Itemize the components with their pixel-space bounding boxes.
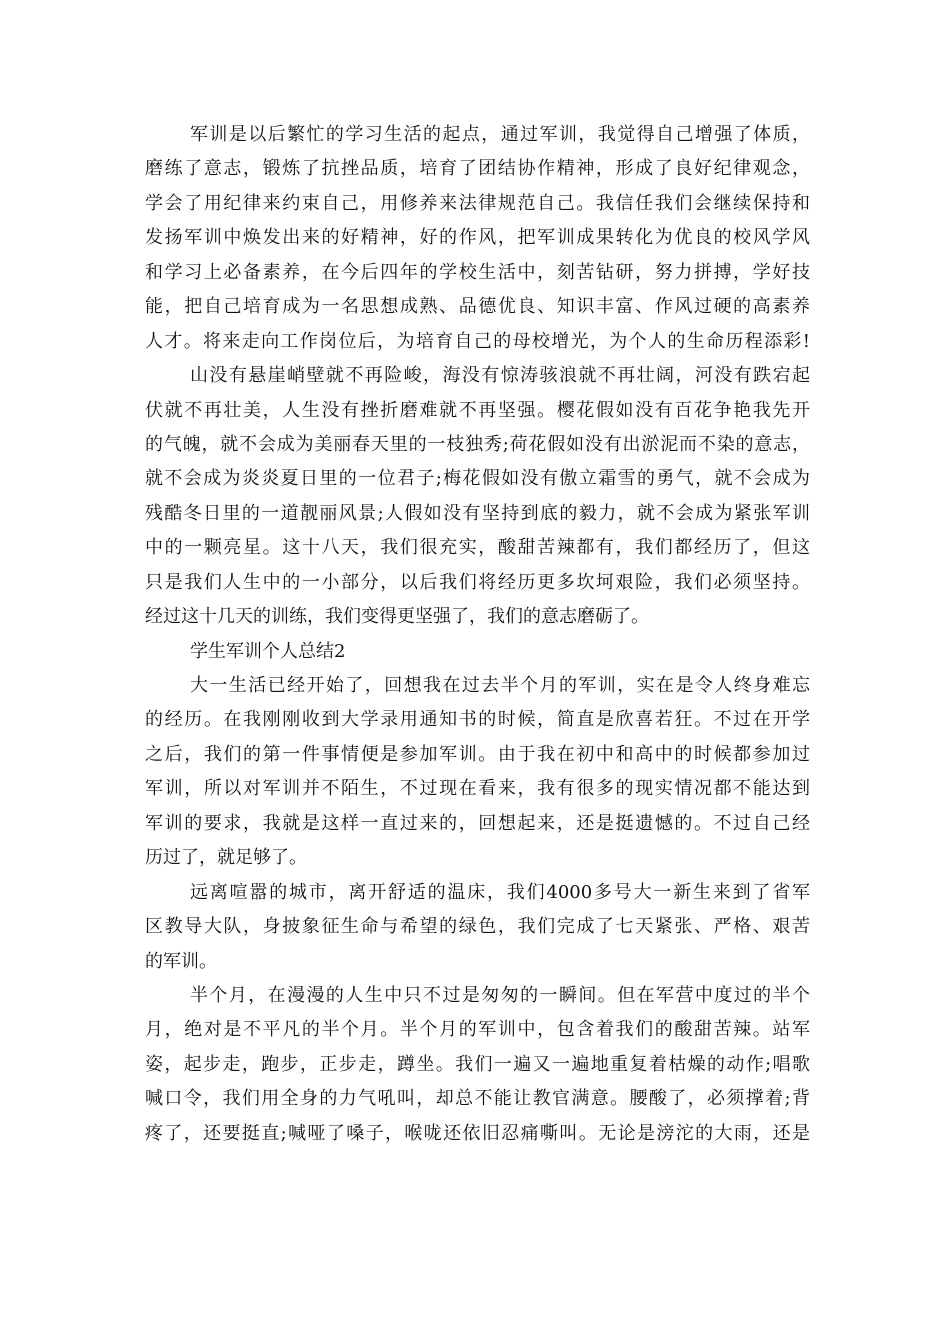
text-line: 大一生活已经开始了，回想我在过去半个月的军训，实在是令人终身难忘 (190, 675, 810, 696)
text-line: 喊口令，我们用全身的力气吼叫，却总不能让教官满意。腰酸了，必须撑着;背 (145, 1088, 810, 1110)
text-line: 区教导大队，身披象征生命与希望的绿色，我们完成了七天紧张、严格、艰苦 (145, 916, 810, 938)
text-line: 军训是以后繁忙的学习生活的起点，通过军训，我觉得自己增强了体质， (190, 124, 810, 145)
text-line: 磨练了意志，锻炼了抗挫品质，培育了团结协作精神，形成了良好纪律观念， (145, 158, 810, 180)
text-line: 军训，所以对军训并不陌生，不过现在看来，我有很多的现实情况都不能达到 (145, 778, 810, 800)
text-line: 学生军训个人总结2 (190, 640, 346, 662)
text-line: 的军训。 (145, 950, 217, 972)
text-line: 的气魄，就不会成为美丽春天里的一枝独秀;荷花假如没有出淤泥而不染的意志， (145, 433, 810, 455)
text-line: 半个月，在漫漫的人生中只不过是匆匆的一瞬间。但在军营中度过的半个 (190, 984, 810, 1006)
document-body (145, 118, 810, 1151)
text-line: 能，把自己培育成为一名思想成熟、品德优良、知识丰富、作风过硬的高素养 (145, 296, 810, 318)
text-line: 就不会成为炎炎夏日里的一位君子;梅花假如没有傲立霜雪的勇气，就不会成为 (145, 468, 810, 490)
text-line: 学会了用纪律来约束自己，用修养来法律规范自己。我信任我们会继续保持和 (145, 192, 810, 214)
text-line: 山没有悬崖峭壁就不再险峻，海没有惊涛骇浪就不再壮阔，河没有跌宕起 (190, 365, 810, 387)
text-line: 历过了，就足够了。 (145, 847, 307, 869)
text-line: 和学习上必备素养，在今后四年的学校生活中，刻苦钻研，努力拼搏，学好技 (145, 261, 810, 283)
text-line: 经过这十几天的训练，我们变得更坚强了，我们的意志磨砺了。 (145, 606, 649, 628)
text-line: 军训的要求，我就是这样一直过来的，回想起来，还是挺遗憾的。不过自己经 (145, 812, 810, 834)
text-line: 疼了，还要挺直;喊哑了嗓子，喉咙还依旧忍痛嘶叫。无论是滂沱的大雨，还是 (145, 1122, 810, 1144)
text-line: 残酷冬日里的一道靓丽风景;人假如没有坚持到底的毅力，就不会成为紧张军训 (145, 502, 810, 524)
text-line: 月，绝对是不平凡的半个月。半个月的军训中，包含着我们的酸甜苦辣。站军 (145, 1019, 810, 1041)
text-line: 姿，起步走，跑步，正步走，蹲坐。我们一遍又一遍地重复着枯燥的动作;唱歌 (145, 1053, 810, 1075)
text-line: 之后，我们的第一件事情便是参加军训。由于我在初中和高中的时候都参加过 (145, 743, 810, 765)
text-line: 的经历。在我刚刚收到大学录用通知书的时候，简直是欣喜若狂。不过在开学 (145, 709, 810, 731)
text-line: 远离喧嚣的城市，离开舒适的温床，我们4000多号大一新生来到了省军 (190, 881, 810, 903)
text-line: 中的一颗亮星。这十八天，我们很充实，酸甜苦辣都有，我们都经历了，但这 (145, 537, 810, 559)
text-line: 人才。将来走向工作岗位后，为培育自己的母校增光，为个人的生命历程添彩! (145, 330, 810, 352)
text-line: 伏就不再壮美，人生没有挫折磨难就不再坚强。樱花假如没有百花争艳我先开 (145, 399, 810, 421)
text-line: 只是我们人生中的一小部分，以后我们将经历更多坎坷艰险，我们必须坚持。 (145, 571, 810, 593)
text-line: 发扬军训中焕发出来的好精神，好的作风，把军训成果转化为优良的校风学风 (145, 227, 810, 249)
